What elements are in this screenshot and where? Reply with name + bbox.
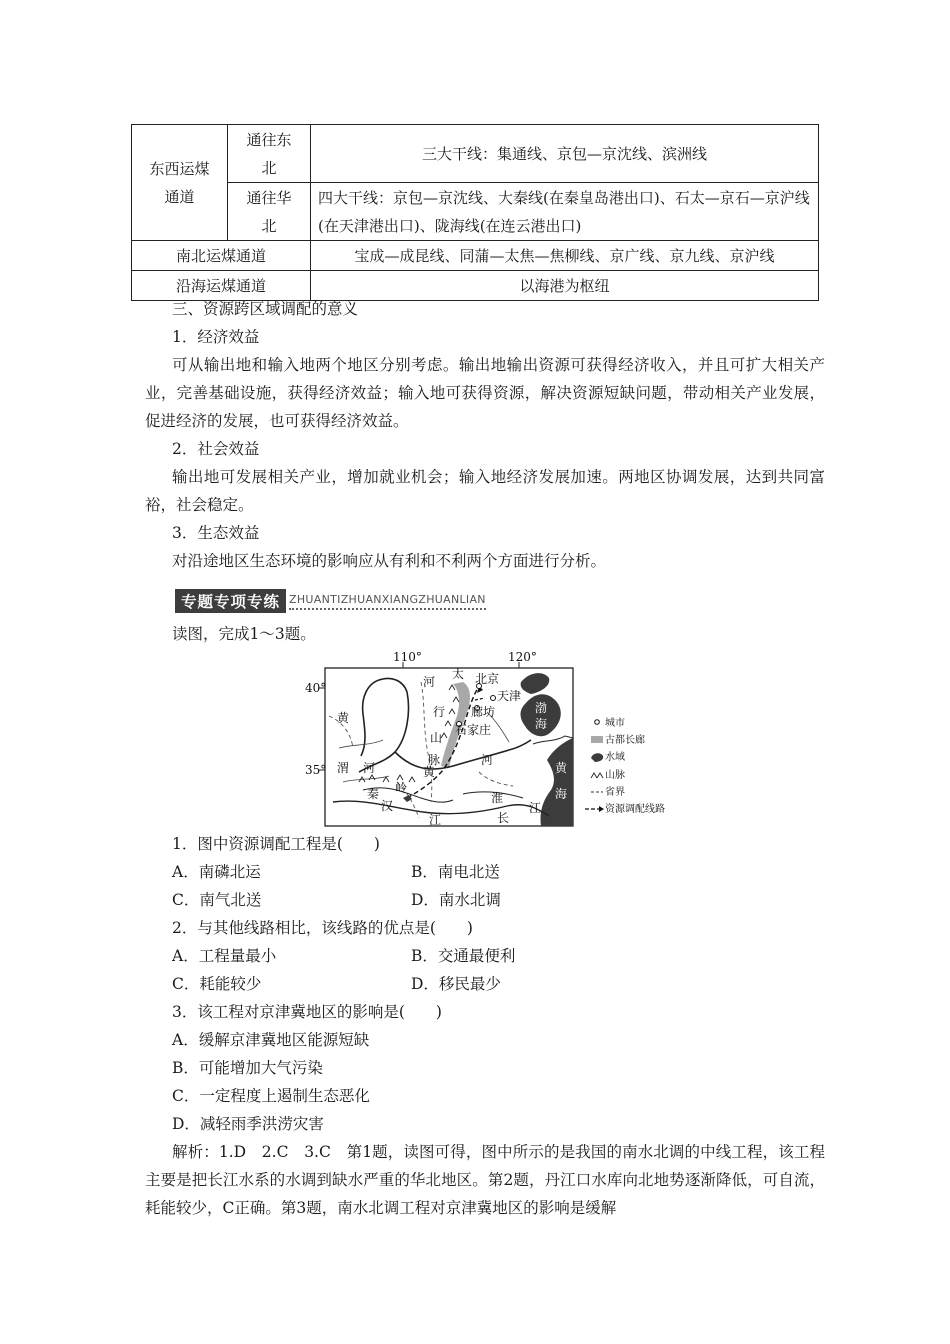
analysis-text: 解析：1.D 2.C 3.C 第1题，读图可得，图中所示的是我国的南水北调的中线工程，该工程主要是把长江水系的水调到缺水严重的华北地区。第2题，丹江口水库向北地势逐渐降低，可自流，耗能较少，C正确。第3题，南水北调工程对京津冀地区的影响是缓解 — [145, 1143, 825, 1217]
label-changjiang: 长 — [497, 811, 510, 825]
label-wei: 渭 — [337, 761, 350, 775]
label-taihang: 太 — [452, 667, 465, 681]
option: A．缓解京津冀地区能源短缺 — [172, 1031, 370, 1049]
table-cell-group: 东西运煤通道 — [132, 125, 228, 241]
label-shijiazhuang: 石家庄 — [455, 723, 492, 737]
lon-label: 110° — [393, 652, 422, 664]
item-text: 输出地可发展相关产业，增加就业机会；输入地经济发展加速。两地区协调发展，达到共同富裕，社会稳定。 — [145, 468, 825, 514]
label-changjiang: 江 — [529, 801, 542, 815]
table-cell-content: 以海港为枢纽 — [311, 271, 819, 301]
legend-label: 古都长廊 — [605, 735, 645, 746]
option: C．南气北送 — [172, 891, 262, 909]
lon-label: 120° — [508, 652, 537, 664]
section-heading: 三、资源跨区域调配的意义 — [172, 300, 359, 318]
south-north-water-map — [303, 652, 683, 832]
label-river: 河 — [423, 675, 436, 689]
legend-label: 水域 — [605, 752, 625, 763]
option: A．工程量最小 — [172, 947, 277, 965]
table-cell-content: 三大干线：集通线、京包—京沈线、滨洲线 — [311, 125, 819, 183]
banner-title: 专题专项专练 — [175, 589, 286, 613]
legend-label: 省界 — [605, 787, 625, 798]
label-river: 黄 — [337, 711, 350, 725]
legend-label: 山脉 — [605, 770, 625, 781]
table-cell-group: 南北运煤通道 — [132, 241, 311, 271]
section-banner — [175, 590, 486, 612]
label-han: 汉 — [381, 799, 394, 813]
table-cell-group: 沿海运煤通道 — [132, 271, 311, 301]
label-bohai: 渤 — [535, 701, 548, 715]
option: D．减轻雨季洪涝灾害 — [172, 1115, 324, 1133]
label-taihang: 行 — [433, 705, 446, 719]
item-title: 2．社会效益 — [172, 440, 260, 458]
option: B．可能增加大气污染 — [172, 1059, 323, 1077]
legend-label: 资源调配线路 — [605, 804, 665, 815]
lat-label: 40° — [305, 681, 327, 695]
option: B．交通最便利 — [411, 947, 516, 965]
option: B．南电北送 — [411, 863, 500, 881]
label-langfang: 廊坊 — [471, 705, 496, 719]
label-river: 黄 — [423, 765, 436, 779]
label-changjiang: 江 — [429, 813, 442, 827]
item-title: 1．经济效益 — [172, 328, 260, 346]
label-taihang: 脉 — [428, 753, 441, 767]
item-text: 可从输出地和输入地两个地区分别考虑。输出地输出资源可获得经济收入，并且可扩大相关产业，完善基础设施，获得经济效益；输入地可获得资源，解决资源短缺问题，带动相关产业发展，促进经济的发展，也可获得经济效益。 — [145, 356, 825, 430]
option: C．一定程度上遏制生态恶化 — [172, 1087, 370, 1105]
label-bohai: 海 — [535, 717, 548, 731]
legend-corridor-icon — [591, 736, 603, 743]
label-river: 河 — [481, 753, 494, 767]
table-cell-sub: 通往华北 — [228, 183, 311, 241]
table-row — [132, 241, 819, 271]
label-beijing: 北京 — [475, 672, 500, 686]
legend-mountain-icon — [591, 773, 603, 778]
intro-text: 读图，完成1～3题。 — [172, 625, 316, 643]
coal-transport-table — [131, 124, 819, 301]
label-tianjin: 天津 — [497, 689, 522, 703]
label-huai: 淮 — [491, 791, 504, 805]
label-qinling: 岭 — [395, 781, 408, 795]
label-huanghai: 海 — [555, 787, 568, 801]
table-row — [132, 125, 819, 183]
question-stem: 1．图中资源调配工程是( ) — [172, 835, 380, 853]
item-text: 对沿途地区生态环境的影响应从有利和不利两个方面进行分析。 — [172, 552, 607, 570]
label-river: 河 — [363, 761, 376, 775]
item-title: 3．生态效益 — [172, 524, 260, 542]
option: D．移民最少 — [411, 975, 501, 993]
label-huanghai: 黄 — [555, 761, 568, 775]
option: C．耗能较少 — [172, 975, 262, 993]
option: A．南磷北运 — [172, 863, 261, 881]
question-stem: 2．与其他线路相比，该线路的优点是( ) — [172, 919, 473, 937]
legend-route-arrow — [599, 806, 604, 812]
legend-label: 城市 — [605, 718, 625, 729]
lat-label: 35° — [305, 763, 327, 777]
table-cell-content: 宝成—成昆线、同蒲—太焦—焦柳线、京广线、京九线、京沪线 — [311, 241, 819, 271]
table-cell-content: 四大干线：京包—京沈线、大秦线(在秦皇岛港出口)、石太—京石—京沪线(在天津港出口)、陇海线(在连云港出口) — [311, 183, 819, 241]
option: D．南水北调 — [411, 891, 501, 909]
label-qinling: 秦 — [367, 787, 380, 801]
legend-water-icon — [591, 753, 603, 762]
table-row — [132, 183, 819, 241]
banner-pinyin: ZHUANTIZHUANXIANGZHUANLIAN — [289, 593, 486, 610]
table-cell-sub: 通往东北 — [228, 125, 311, 183]
label-taihang: 山 — [430, 731, 443, 745]
question-stem: 3．该工程对京津冀地区的影响是( ) — [172, 1003, 442, 1021]
legend-city-icon — [595, 720, 600, 725]
city-marker — [491, 696, 496, 701]
